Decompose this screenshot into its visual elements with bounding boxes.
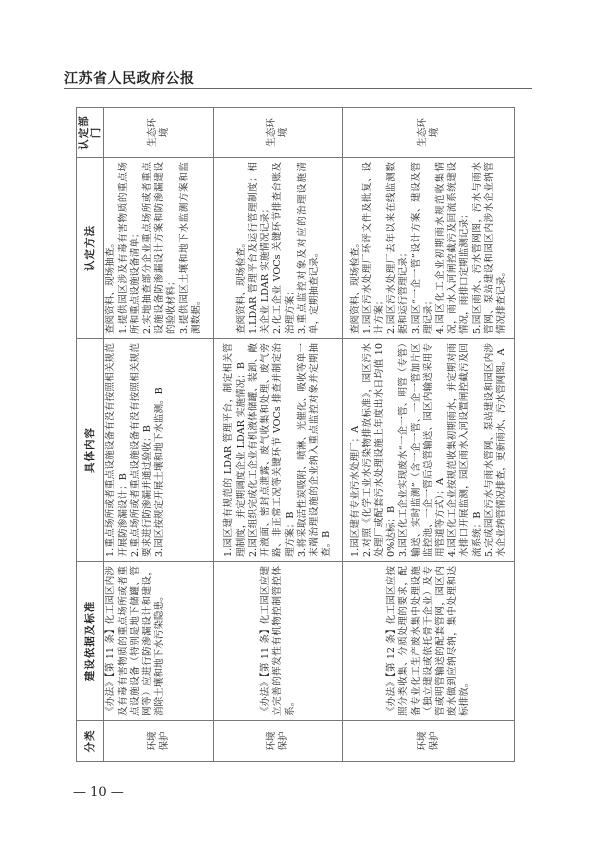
method-item: 1.园区污水处理厂环评文件及批复、设计方案； bbox=[361, 162, 385, 334]
basis-cell: 《办法》【第 11 条】化工园区内涉及有毒有害物质的重点场所或者重点设施设备（特别是地下储罐、管网等）应进行防渗漏设计和建设，消除土壤和地下水污染隐患。 bbox=[104, 562, 214, 721]
method-item: 3.重点监控对象及对应的治理设施清单，定期抽查记录。 bbox=[296, 162, 320, 334]
rotated-table-container bbox=[76, 108, 511, 762]
method-item: 1.LDAR 管理平台及运行管理制度；相关企业 LDAR 实施情况记录； bbox=[247, 162, 272, 334]
method-cell bbox=[343, 158, 515, 339]
header-divider bbox=[64, 88, 532, 89]
table-header-row bbox=[77, 108, 104, 762]
content-cell bbox=[104, 339, 214, 562]
method-cell bbox=[104, 158, 214, 339]
method-item: 3.园区“一企一管”设计方案、建设及管理记录； bbox=[410, 162, 434, 334]
content-item: 2.对照《化学工业水污染物排放标准》，园区污水处理厂或配套污水处理设施上年度出水日均值 100%达标；B bbox=[361, 343, 398, 557]
table-row bbox=[104, 108, 214, 762]
method-item: 2.园区污水处理厂去年以来在线监测数据和运行管理记录； bbox=[386, 162, 410, 334]
department-cell: 生态环境 bbox=[343, 108, 515, 158]
column-header-category: 分类 bbox=[77, 721, 104, 762]
method-item: 2.实地抽查部分企业重点场所或者重点设施设备防渗漏设计方案和防渗漏建设的验收材料； bbox=[142, 162, 178, 334]
content-item: 4.园区化工企业按规范收集初期雨水，并定期对雨水排口开展监测，园区雨水入河设置闸控截污及回流系统；B bbox=[447, 343, 483, 557]
table-row bbox=[214, 108, 343, 762]
category-cell: 环境保护 bbox=[104, 721, 214, 762]
column-header-content: 具体内容 bbox=[77, 339, 104, 562]
column-header-department: 认定部门 bbox=[77, 108, 104, 158]
table-row bbox=[343, 108, 515, 762]
method-item: 5.园区雨水、污水管网图，污水与雨水管网、泵站建设和园区内涉水企业纳管情况排查记录。 bbox=[471, 162, 508, 334]
department-cell: 生态环境 bbox=[104, 108, 214, 158]
category-cell: 环境保护 bbox=[214, 721, 343, 762]
content-item: 3.园区按规定开展土壤和地下水监测。B bbox=[154, 387, 166, 557]
content-item: 3.园区化工企业实现废水“一企一管、明管（专管）输送、实时监测”（含一企一管、一企一管加片区监控池、一企一管后总管输送、园区内输送采用专用管道等方式）；A bbox=[398, 343, 446, 557]
method-item: 1.提供园区涉及有毒有害物质的重点场所和重点设施设备清单； bbox=[117, 162, 141, 334]
content-item: 2.园区组织完成化工企业有机液体储罐、装卸、敞开液面、密封点泄露、废气收集和处理、废气旁路、非正常工况等关键环节 VOCs 排查并制定治理方案；B bbox=[247, 343, 296, 557]
method-item: 3.提供园区土壤和地下水监测方案和监测数据。 bbox=[178, 162, 202, 334]
content-item: 1.重点场所或者重点设施设备有没有按照相关规范开展防渗漏设计；B bbox=[105, 343, 129, 557]
assessment-table bbox=[76, 107, 515, 762]
column-header-basis: 建设依据及标准 bbox=[77, 562, 104, 721]
content-item: 1.园区建有规范的 LDAR 管理平台，制定相关管理制度，并定期调度企业 LDAR 实施情况；B bbox=[223, 343, 247, 557]
method-item: 2.化工企业 VOCs 关键环节排查台账及治理方案； bbox=[272, 162, 296, 334]
content-item: 3.将采取活性炭吸附、喷淋、光催化、吸收等单一末端治理设施的企业纳入重点监控对象并定期抽查。B bbox=[296, 343, 333, 557]
content-cell bbox=[343, 339, 515, 562]
department-cell: 生态环境 bbox=[214, 108, 343, 158]
page-number: — 10 — bbox=[73, 785, 124, 800]
column-header-method: 认定方法 bbox=[77, 158, 104, 339]
basis-cell: 《办法》【第 11 条】化工园区应建立完善的挥发性有机物控制管控体系。 bbox=[214, 562, 343, 721]
method-item: 查阅资料、现场检查。 bbox=[349, 238, 361, 334]
method-item: 4.园区化工企业初期雨水规范收集情况，雨水入河闸控截污及回流系统建设情况，雨排口定期监测记录； bbox=[435, 162, 471, 334]
method-item: 查阅资料、现场检查。 bbox=[235, 238, 247, 334]
method-item: 查阅资料、现场抽查。 bbox=[105, 238, 117, 334]
content-item: 5.完成园区污水与雨水管网、泵站建设和园区内涉水企业纳管情况排查，更新雨水、污水管网图。A bbox=[483, 343, 508, 557]
basis-cell: 《办法》【第 12 条】化工园区应按照分类收集、分质处理的要求，配备专业化工生产废水集中处理设施（独立建设或依托骨干企业）及专管或明管输送的配套管网，园区内废水做到应纳尽纳，集中处理和达标排放。 bbox=[343, 562, 515, 721]
method-cell bbox=[214, 158, 343, 339]
content-cell bbox=[214, 339, 343, 562]
category-cell: 环境保护 bbox=[343, 721, 515, 762]
journal-title: 江苏省人民政府公报 bbox=[64, 71, 195, 87]
content-item: 1.园区建有专业污水处理厂；A bbox=[349, 425, 361, 557]
content-item: 2.重点场所或者重点设施设备有没有按照相关规范要求进行防渗漏并通过验收；B bbox=[129, 343, 154, 557]
